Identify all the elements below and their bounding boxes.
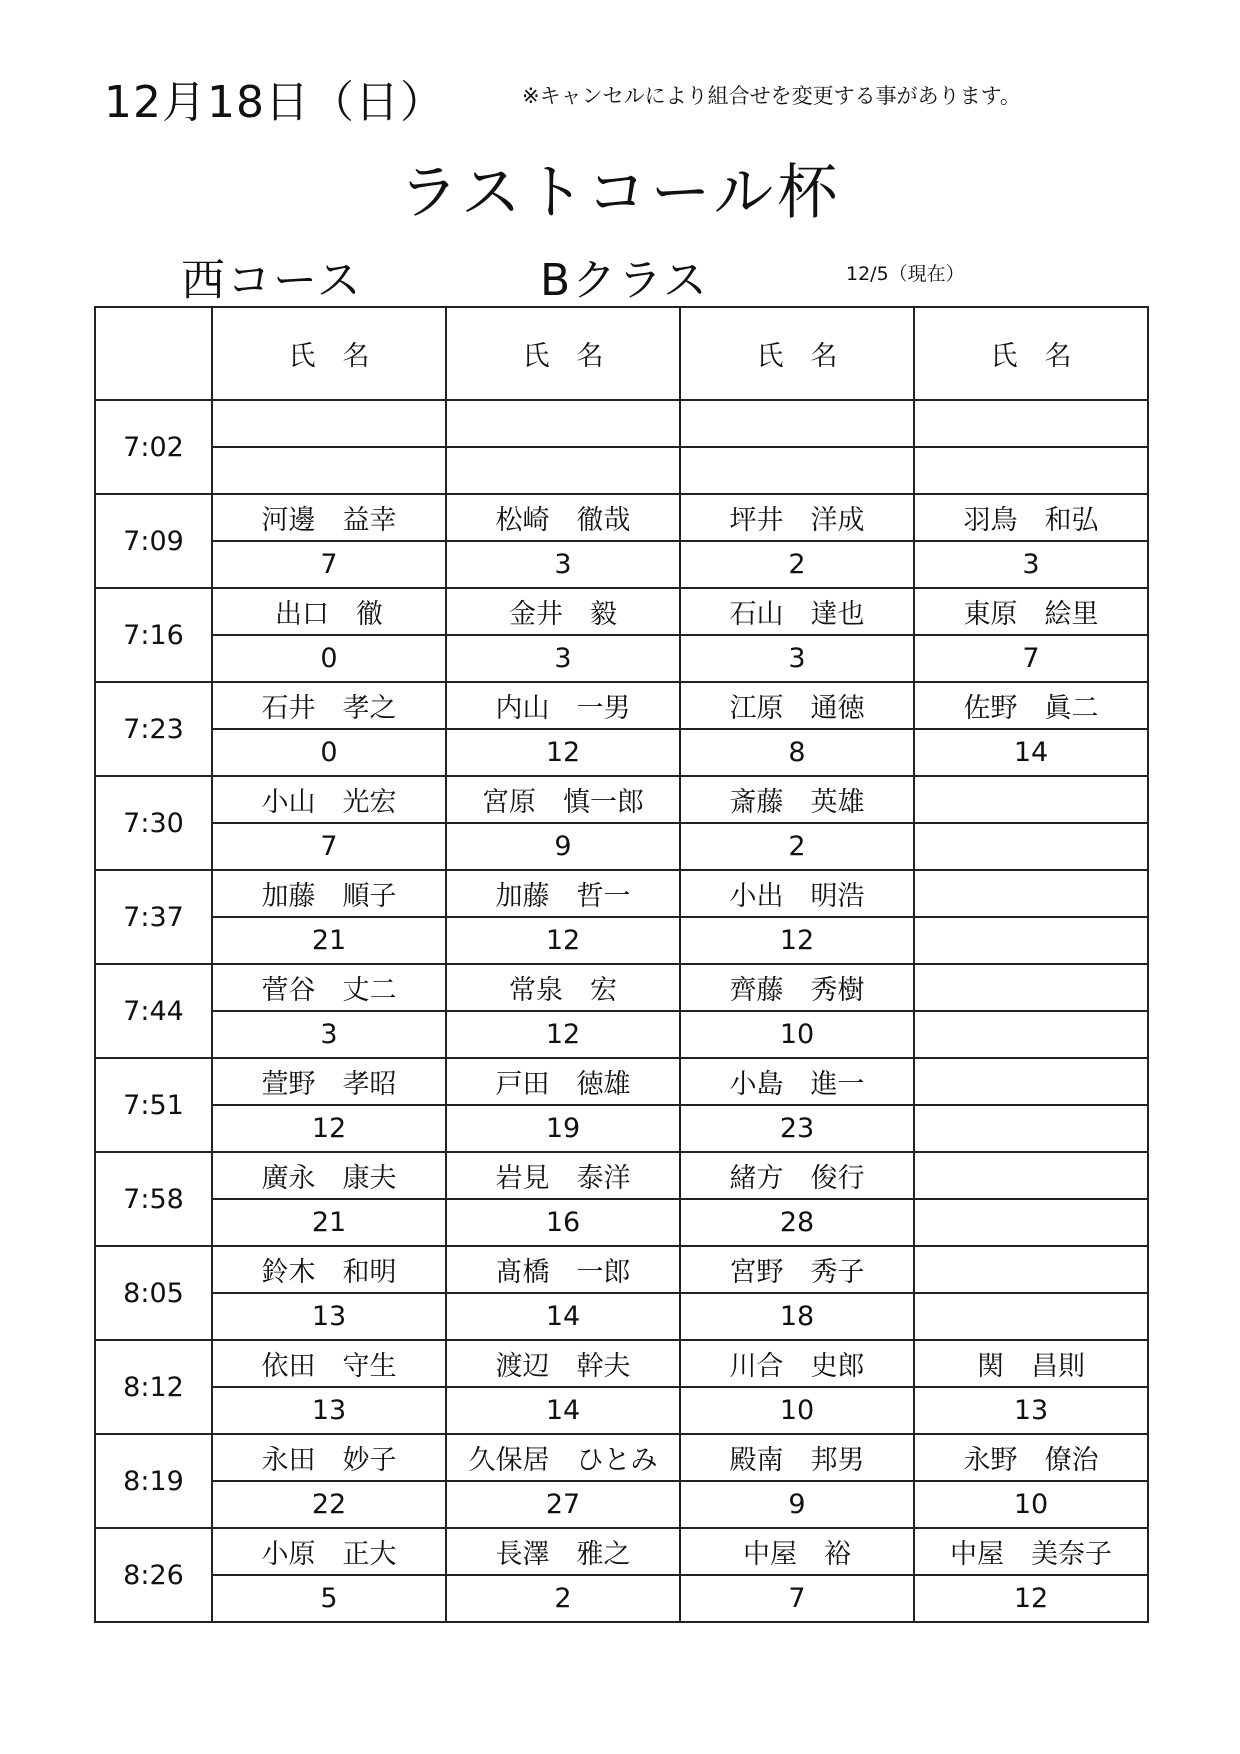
player-name-cell: 金井 毅 [446,588,680,635]
player-name-cell: 渡辺 幹夫 [446,1340,680,1387]
handicap-cell: 18 [680,1293,914,1340]
tee-time-cell: 8:19 [95,1434,212,1528]
player-name-cell: 加藤 順子 [212,870,446,917]
handicap-cell: 7 [212,823,446,870]
table-row [95,682,1148,729]
handicap-cell [680,447,914,494]
tee-time-cell: 7:51 [95,1058,212,1152]
player-name-cell: 小山 光宏 [212,776,446,823]
table-row [95,1105,1148,1152]
event-date: 12月18日（日） [104,77,445,128]
handicap-cell: 14 [446,1293,680,1340]
handicap-cell: 19 [446,1105,680,1152]
player-name-cell: 戸田 徳雄 [446,1058,680,1105]
handicap-cell: 12 [446,729,680,776]
handicap-cell: 13 [212,1387,446,1434]
player-name-cell: 羽鳥 和弘 [914,494,1148,541]
handicap-cell [914,1105,1148,1152]
tee-time-cell: 7:30 [95,776,212,870]
handicap-cell: 12 [914,1575,1148,1622]
player-name-cell: 松崎 徹哉 [446,494,680,541]
as-of-date: 12/5（現在） [846,263,965,285]
handicap-cell: 3 [446,635,680,682]
player-name-cell: 永田 妙子 [212,1434,446,1481]
player-name-cell: 出口 徹 [212,588,446,635]
header-cell-name: 氏 名 [212,307,446,400]
player-name-cell: 関 昌則 [914,1340,1148,1387]
handicap-cell: 10 [914,1481,1148,1528]
table-row [95,1152,1148,1199]
table-row [95,1011,1148,1058]
header-cell-name: 氏 名 [446,307,680,400]
player-name-cell: 齊藤 秀樹 [680,964,914,1011]
handicap-cell: 0 [212,635,446,682]
player-name-cell: 江原 通徳 [680,682,914,729]
tee-time-cell: 7:09 [95,494,212,588]
player-name-cell: 中屋 裕 [680,1528,914,1575]
handicap-cell: 2 [446,1575,680,1622]
handicap-cell: 12 [680,917,914,964]
tee-time-cell: 8:26 [95,1528,212,1622]
handicap-cell: 9 [446,823,680,870]
player-name-cell [212,400,446,447]
header-cell-name: 氏 名 [680,307,914,400]
handicap-cell: 3 [680,635,914,682]
table-row [95,1481,1148,1528]
player-name-cell: 鈴木 和明 [212,1246,446,1293]
handicap-cell: 27 [446,1481,680,1528]
table-row [95,729,1148,776]
handicap-cell: 0 [212,729,446,776]
handicap-cell: 16 [446,1199,680,1246]
player-name-cell: 宮野 秀子 [680,1246,914,1293]
table-row [95,447,1148,494]
handicap-cell: 7 [680,1575,914,1622]
tee-time-cell: 7:02 [95,400,212,494]
player-name-cell: 中屋 美奈子 [914,1528,1148,1575]
handicap-cell [914,1293,1148,1340]
table-row [95,776,1148,823]
player-name-cell [914,400,1148,447]
table-row [95,635,1148,682]
player-name-cell: 小出 明浩 [680,870,914,917]
table-row [95,870,1148,917]
handicap-cell: 12 [446,1011,680,1058]
player-name-cell: 小原 正大 [212,1528,446,1575]
class-label: Bクラス [540,255,709,306]
handicap-cell: 21 [212,917,446,964]
player-name-cell: 内山 一男 [446,682,680,729]
player-name-cell [914,776,1148,823]
player-name-cell: 菅谷 丈二 [212,964,446,1011]
handicap-cell [914,823,1148,870]
handicap-cell: 7 [914,635,1148,682]
player-name-cell: 髙橋 一郎 [446,1246,680,1293]
handicap-cell [914,1011,1148,1058]
player-name-cell: 永野 僚治 [914,1434,1148,1481]
handicap-cell: 2 [680,541,914,588]
table-row [95,823,1148,870]
table-row [95,494,1148,541]
table-row [95,1528,1148,1575]
player-name-cell: 加藤 哲一 [446,870,680,917]
handicap-cell: 3 [446,541,680,588]
table-row [95,1575,1148,1622]
handicap-cell: 23 [680,1105,914,1152]
table-header-row [95,307,1148,400]
player-name-cell: 佐野 眞二 [914,682,1148,729]
player-name-cell: 石山 達也 [680,588,914,635]
handicap-cell: 7 [212,541,446,588]
tee-time-cell: 7:16 [95,588,212,682]
header-cell-name: 氏 名 [914,307,1148,400]
player-name-cell: 河邊 益幸 [212,494,446,541]
player-name-cell [914,870,1148,917]
handicap-cell: 14 [914,729,1148,776]
player-name-cell: 宮原 慎一郎 [446,776,680,823]
handicap-cell: 12 [212,1105,446,1152]
player-name-cell: 殿南 邦男 [680,1434,914,1481]
player-name-cell: 川合 史郎 [680,1340,914,1387]
tee-time-table [94,306,1149,1623]
page-title: ラストコール杯 [398,158,842,228]
handicap-cell [446,447,680,494]
player-name-cell [914,964,1148,1011]
table-row [95,1434,1148,1481]
handicap-cell: 28 [680,1199,914,1246]
handicap-cell: 10 [680,1011,914,1058]
handicap-cell: 3 [914,541,1148,588]
cancellation-note: ※キャンセルにより組合せを変更する事があります。 [522,84,1021,108]
handicap-cell [914,1199,1148,1246]
tee-time-cell: 8:12 [95,1340,212,1434]
player-name-cell: 久保居 ひとみ [446,1434,680,1481]
table-row [95,1246,1148,1293]
player-name-cell: 緒方 俊行 [680,1152,914,1199]
handicap-cell: 22 [212,1481,446,1528]
player-name-cell: 岩見 泰洋 [446,1152,680,1199]
handicap-cell: 5 [212,1575,446,1622]
handicap-cell: 8 [680,729,914,776]
player-name-cell [914,1058,1148,1105]
handicap-cell [212,447,446,494]
handicap-cell: 14 [446,1387,680,1434]
table-row [95,1058,1148,1105]
handicap-cell [914,917,1148,964]
handicap-cell: 12 [446,917,680,964]
handicap-cell: 10 [680,1387,914,1434]
handicap-cell: 21 [212,1199,446,1246]
tee-time-cell: 8:05 [95,1246,212,1340]
course-label: 西コース [181,255,363,306]
player-name-cell: 坪井 洋成 [680,494,914,541]
tee-time-cell: 7:44 [95,964,212,1058]
player-name-cell: 斎藤 英雄 [680,776,914,823]
handicap-cell: 9 [680,1481,914,1528]
player-name-cell [680,400,914,447]
handicap-cell: 3 [212,1011,446,1058]
player-name-cell: 萱野 孝昭 [212,1058,446,1105]
table-row [95,917,1148,964]
player-name-cell: 石井 孝之 [212,682,446,729]
handicap-cell: 2 [680,823,914,870]
table-row [95,588,1148,635]
table-row [95,1387,1148,1434]
tee-time-cell: 7:23 [95,682,212,776]
handicap-cell: 13 [212,1293,446,1340]
player-name-cell [914,1246,1148,1293]
player-name-cell: 常泉 宏 [446,964,680,1011]
handicap-cell [914,447,1148,494]
tee-time-cell: 7:58 [95,1152,212,1246]
table-row [95,1199,1148,1246]
table-row [95,964,1148,1011]
player-name-cell [914,1152,1148,1199]
player-name-cell: 小島 進一 [680,1058,914,1105]
player-name-cell: 廣永 康夫 [212,1152,446,1199]
table-row [95,541,1148,588]
table-row [95,400,1148,447]
player-name-cell: 長澤 雅之 [446,1528,680,1575]
player-name-cell [446,400,680,447]
tee-time-cell: 7:37 [95,870,212,964]
table-row [95,1340,1148,1387]
player-name-cell: 東原 絵里 [914,588,1148,635]
handicap-cell: 13 [914,1387,1148,1434]
player-name-cell: 依田 守生 [212,1340,446,1387]
header-cell-time [95,307,212,400]
table-row [95,1293,1148,1340]
